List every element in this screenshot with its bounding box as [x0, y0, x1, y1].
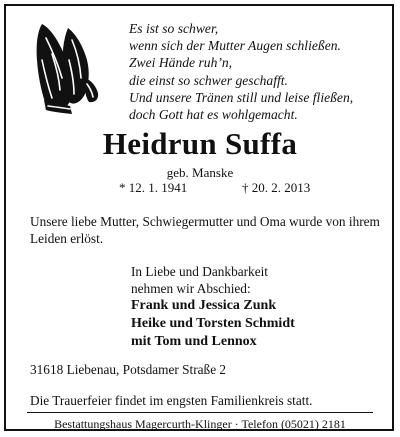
family-line: Frank und Jessica Zunk [131, 298, 277, 313]
poem-line: doch Gott hat es wohlgemacht. [129, 107, 298, 123]
poem-line: Zwei Hände ruh’n, [129, 55, 233, 71]
poem-line: Und unsere Tränen still und leise fließen, [129, 89, 354, 105]
address: 31618 Liebenau, Potsdamer Straße 2 [30, 362, 227, 377]
deceased-name: Heidrun Suffa [102, 126, 298, 161]
announcement-text: Unsere liebe Mutter, Schwiegermutter und Oma wurde von ihrem Leiden erlöst. [30, 214, 380, 246]
poem-line: die einst so schwer geschafft. [129, 72, 288, 88]
family-line: mit Tom und Lennox [131, 334, 257, 349]
poem-line: Es ist so schwer, [129, 21, 219, 36]
funeral-home-footer: Bestattungshaus Magercurth-Klinger · Telefon (05021) 2181 [27, 412, 373, 432]
poem [129, 20, 353, 123]
birth-date: * 12. 1. 1941 [119, 180, 188, 195]
family-signatures [131, 297, 295, 351]
farewell-line: In Liebe und Dankbarkeit [131, 264, 268, 279]
farewell-text [131, 263, 268, 297]
birth-name: geb. Manske [166, 165, 234, 180]
farewell-line: nehmen wir Abschied: [131, 281, 251, 296]
death-date: † 20. 2. 2013 [242, 180, 311, 195]
funeral-note: Die Trauerfeier findet im engsten Familienkreis statt. [30, 393, 313, 408]
family-line: Heike und Torsten Schmidt [131, 316, 295, 331]
praying-hands-icon [28, 20, 108, 115]
poem-line: wenn sich der Mutter Augen schließen. [129, 38, 341, 54]
